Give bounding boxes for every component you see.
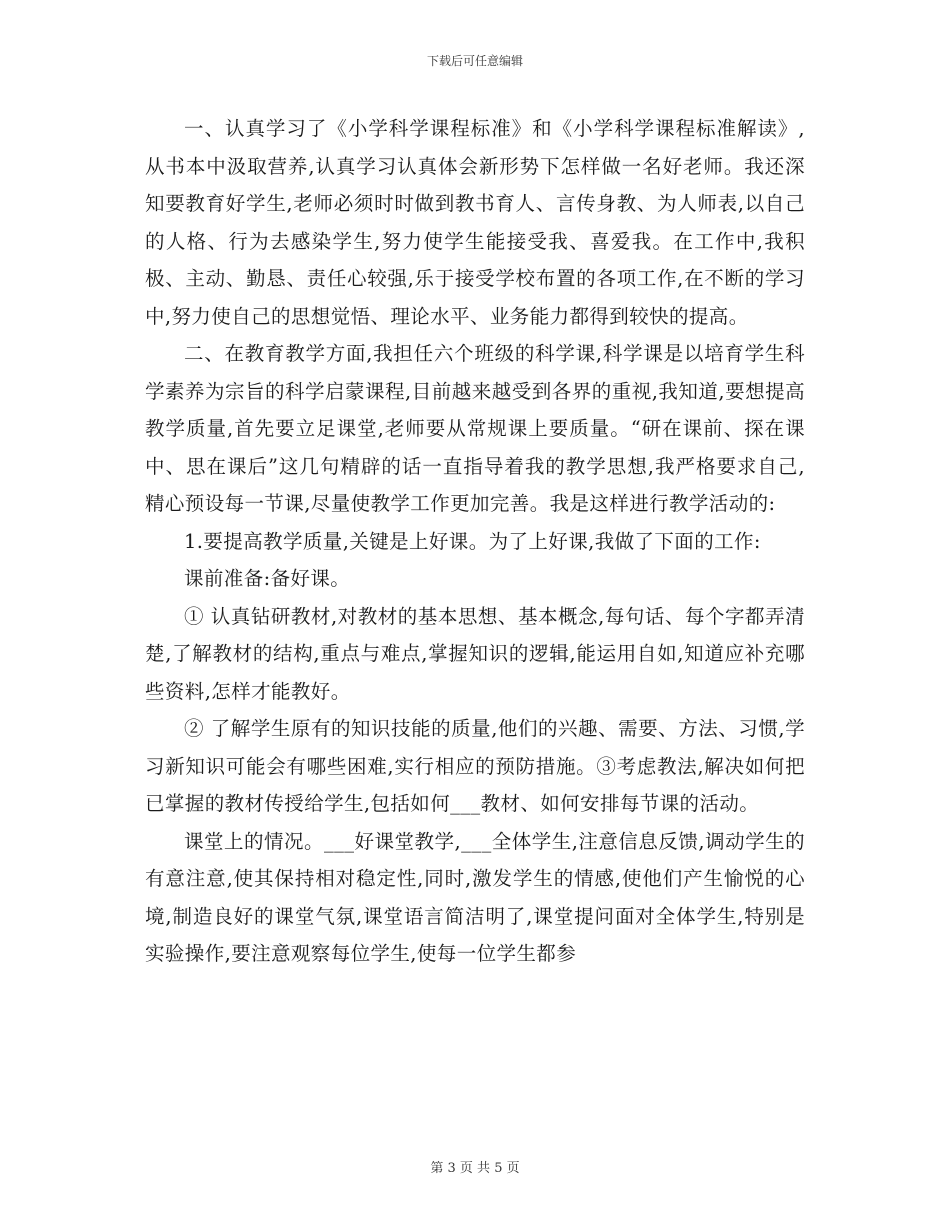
paragraph-item-1: ① 认真钻研教材,对教材的基本思想、基本概念,每句话、每个字都弄清楚,了解教材的结构,重点与难点,掌握知识的逻辑,能运用自如,知道应补充哪些资料,怎样才能教好。 bbox=[145, 604, 805, 703]
document-body bbox=[145, 110, 805, 973]
paragraph-classroom: 课堂上的情况。___好课堂教学,___全体学生,注意信息反馈,调动学生的有意注意,使其保持相对稳定性,同时,激发学生的情感,使他们产生愉悦的心境,制造良好的课堂气氛,课堂语言简洁明了,课堂提问面对全体学生,特别是实验操作,要注意观察每位学生,使每一位学生都参 bbox=[145, 829, 805, 965]
page-header: 下载后可任意编辑 bbox=[426, 54, 523, 68]
paragraph-item-2: ② 了解学生原有的知识技能的质量,他们的兴趣、需要、方法、习惯,学习新知识可能会有哪些困难,实行相应的预防措施。③考虑教法,解决如何把已掌握的教材传授给学生,包括如何___教材、如何安排每节课的活动。 bbox=[145, 717, 805, 815]
page-footer: 第 3 页 共 5 页 bbox=[430, 1161, 520, 1176]
paragraph-study: 一、认真学习了《小学科学课程标准》和《小学科学课程标准解读》,从书本中汲取营养,认真学习认真体会新形势下怎样做一名好老师。我还深知要教育好学生,老师必须时时做到教书育人、言传身教、为人师表,以自己的人格、行为去感染学生,努力使学生能接受我、喜爱我。在工作中,我积极、主动、勤恳、责任心较强,乐于接受学校布置的各项工作,在不断的学习中,努力使自己的思想觉悟、理论水平、业务能力都得到较快的提高。 bbox=[145, 117, 805, 328]
paragraph-teaching: 二、在教育教学方面,我担任六个班级的科学课,科学课是以培育学生科学素养为宗旨的科学启蒙课程,目前越来越受到各界的重视,我知道,要想提高教学质量,首先要立足课堂,老师要从常规课上要质量。“研在课前、探在课中、思在课后”这几句精辟的话一直指导着我的教学思想,我严格要求自己,精心预设每一节课,尽量使教学工作更加完善。我是这样进行教学活动的: bbox=[145, 342, 805, 515]
paragraph-point-1: 1.要提高教学质量,关键是上好课。为了上好课,我做了下面的工作: bbox=[184, 529, 761, 553]
paragraph-lesson-prep: 课前准备:备好课。 bbox=[184, 567, 351, 590]
